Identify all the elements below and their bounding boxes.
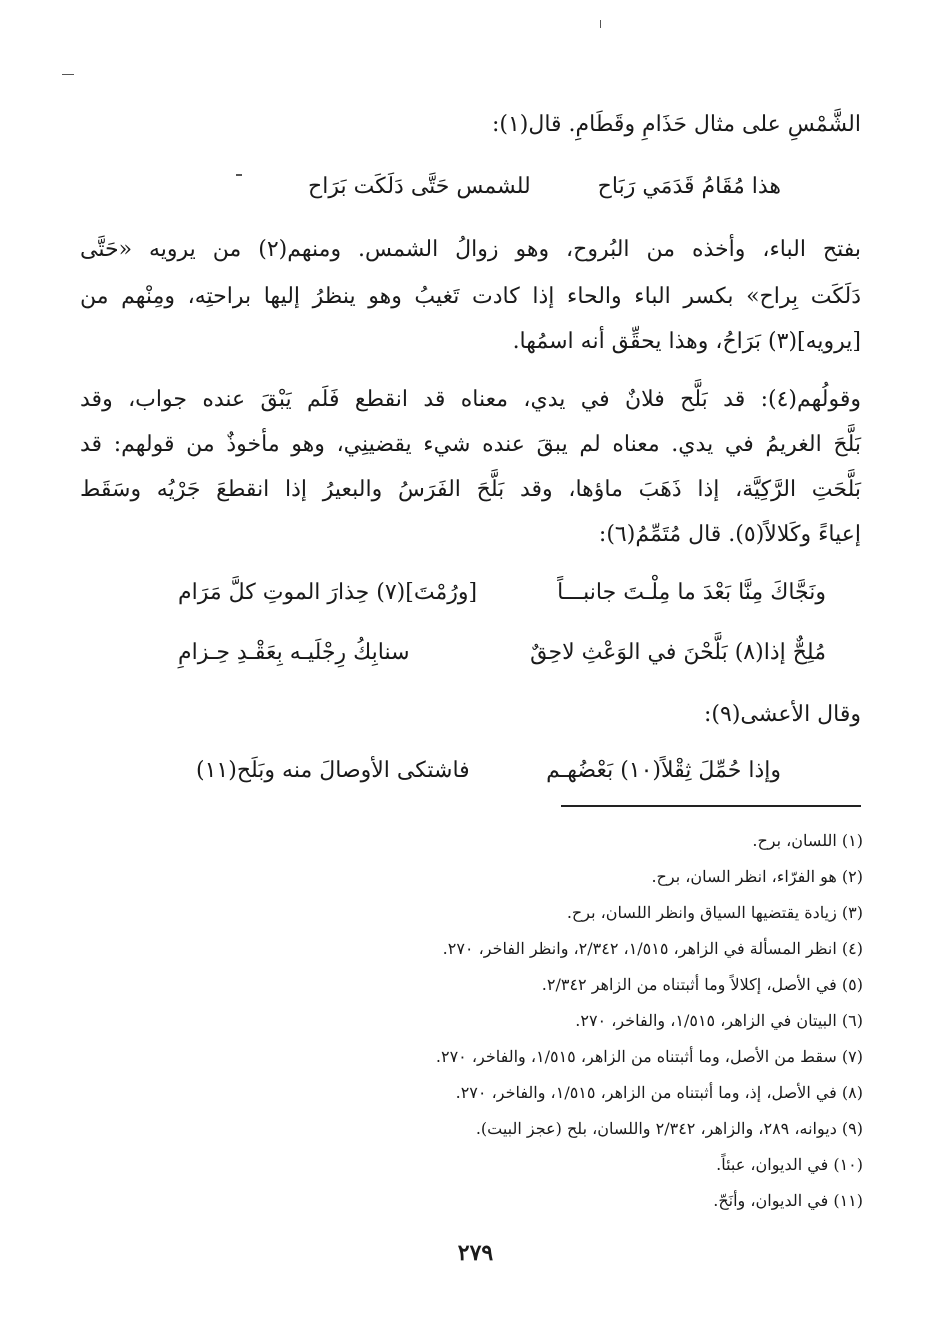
- verse-1-second-hemistich: للشمس حَتَّى دَلَكَت بَرَاح: [308, 174, 531, 199]
- footnote-3: (٣) زيادة يقتضيها السياق وانظر اللسان، برح.: [566, 903, 863, 922]
- scan-mark-left: [62, 74, 74, 75]
- footnote-separator: [561, 805, 861, 807]
- verse-1-first-hemistich: هذا مُقَامُ قَدَمَي رَبَاح: [597, 174, 781, 199]
- verse-3-second-hemistich: سنابِكُ رِجْلَيـه بِعَقْـدِ حِـزامِ: [178, 640, 410, 665]
- page-number: ٢٧٩: [457, 1240, 494, 1266]
- footnote-11: (١١) في الديوان، وأنَحّ.: [713, 1191, 863, 1210]
- ashaa-intro-line: وقال الأعشى(٩):: [704, 702, 861, 727]
- paragraph-2-line-4: إعياءً وكَلالاً(٥). قال مُتَمِّمُ(٦):: [598, 522, 861, 547]
- footnote-7: (٧) سقط من الأصل، وما أثبتناه من الزاهر، ١/٥١٥، والفاخر، ٢٧٠.: [435, 1047, 863, 1066]
- footnote-2: (٢) هو الفرّاء، انظر السان، برح.: [651, 867, 863, 886]
- intro-line: الشَّمْسِ على مثال حَذَامِ وقَطَامِ. قال(١):: [491, 112, 861, 137]
- scan-mark-top: [600, 20, 601, 28]
- verse-4-first-hemistich: وإذا حُمِّلَ ثِقْلاً(١٠) بَعْضُهـم: [546, 758, 781, 783]
- verse-4-second-hemistich: فاشتكى الأوصالَ منه وبَلَح(١١): [196, 758, 470, 783]
- footnote-5: (٥) في الأصل، إكلالاً وما أثبتناه من الزاهر ٢/٣٤٢.: [541, 975, 863, 994]
- footnote-9: (٩) ديوانه، ٢٨٩، والزاهر، ٢/٣٤٢ واللسان، بلح (عجز البيت).: [475, 1119, 863, 1138]
- footnote-10: (١٠) في الديوان، عبئاً.: [716, 1155, 863, 1174]
- paragraph-2-line-2: بَلَّحَ الغريمُ في يدي. معناه لم يبقَ عنده شيء يقضينِي، وهو مأخوذٌ من قولهم: قد: [80, 432, 861, 457]
- paragraph-2-line-1: وقولُهم(٤): قد بَلَّح فلانٌ في يدي، معناه قد انقطع فَلَم يَبْقَ عنده جواب، وقد: [80, 387, 861, 412]
- footnote-6: (٦) البيتان في الزاهر، ١/٥١٥، والفاخر، ٢٧٠.: [575, 1011, 863, 1030]
- verse-2-first-hemistich: ونَجَّاكَ مِنَّا بَعْدَ ما مِلْـتَ جانبـــاً: [557, 580, 826, 605]
- paragraph-1-line-2: دَلَكَت بِراح» بكسر الباء والحاء إذا كادت تَغيبُ وهو ينظرُ إليها براحتِه، ومِنْهم من: [80, 284, 861, 309]
- footnote-8: (٨) في الأصل، إذ، وما أثبتناه من الزاهر، ١/٥١٥، والفاخر، ٢٧٠.: [455, 1083, 863, 1102]
- scan-mark-right: [236, 174, 242, 176]
- verse-2-second-hemistich: [ورُمْتَ](٧) حِذارَ الموتِ كلَّ مَرَام: [178, 580, 478, 605]
- verse-3-first-hemistich: مُلِحٌّ إذا(٨) بَلَّحْنَ في الوَعْثِ لاحِقٌ: [530, 640, 826, 665]
- paragraph-2-line-3: بَلَّحَتِ الرَّكِيَّة، إذا ذَهَبَ ماؤها، وقد بَلَّحَ الفَرَسُ والبعيرُ إذا انقطعَ جَرْيُه وسَقَط: [80, 477, 861, 502]
- paragraph-1-line-1: بفتح الباء، وأخذه من البُروح، وهو زوالُ الشمس. ومنهم(٢) من يرويه «حَتَّى: [80, 237, 861, 262]
- paragraph-1-line-3: [يرويه](٣) بَرَاحُ، وهذا يحقِّق أنه اسمُها.: [512, 329, 861, 354]
- footnote-1: (١) اللسان، برح.: [752, 831, 863, 850]
- footnote-4: (٤) انظر المسألة في الزاهر، ١/٥١٥، ٢/٣٤٢، وانظر الفاخر، ٢٧٠.: [442, 939, 863, 958]
